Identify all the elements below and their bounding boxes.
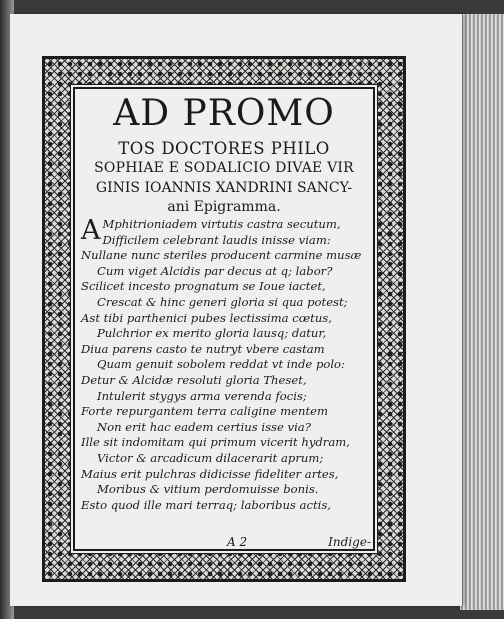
book-page xyxy=(10,14,462,606)
page-edges xyxy=(460,14,504,610)
text-block xyxy=(73,87,375,551)
title-line-3: SOPHIAE E SODALICIO DIVAE VIR xyxy=(94,160,354,176)
poem-line: Ille sit indomitam qui primum vicerit hydram, xyxy=(81,435,350,450)
poem-line: Victor & arcadicum dilacerarit aprum; xyxy=(97,450,324,465)
poem-line: Non erit hac eadem certius isse via? xyxy=(97,419,311,434)
poem-line: Ast tibi parthenici pubes lectissima cœtus, xyxy=(81,310,332,325)
poem-line: Scilicet incesto prognatum se Ioue iactet, xyxy=(81,279,326,294)
poem-line: Pulchrior ex merito gloria lausq; datur, xyxy=(97,326,327,341)
epigram-poem xyxy=(81,217,369,513)
poem-line: Maius erit pulchras didicisse fideliter artes, xyxy=(81,466,339,481)
poem-line: Crescat & hinc generi gloria si qua potest; xyxy=(97,294,348,309)
poem-line: Detur & Alcidæ resoluti gloria Theset, xyxy=(81,372,307,387)
poem-line: Forte repurgantem terra caligine mentem xyxy=(81,404,328,419)
poem-line: Cum viget Alcidis par decus at q; labor? xyxy=(97,263,333,278)
ornamental-border xyxy=(42,56,406,582)
title-line-1: AD PROMO xyxy=(113,93,335,134)
poem-line: Difficilem celebrant laudis inisse viam: xyxy=(102,232,331,247)
page-footer xyxy=(75,535,373,551)
drop-capital: A xyxy=(81,215,101,246)
poem-line: A Mphitrioniadem virtutis castra secutum, xyxy=(81,215,341,246)
title-line-2: TOS DOCTORES PHILO xyxy=(118,139,330,158)
poem-line: Esto quod ille mari terraq; laboribus actis, xyxy=(81,497,331,512)
title-line-5: ani Epigramma. xyxy=(167,199,281,215)
poem-line: Quam genuit sobolem reddat vt inde polo: xyxy=(97,357,345,372)
catchword: Indige- xyxy=(328,535,371,549)
title-line-4: GINIS IOANNIS XANDRINI SANCY- xyxy=(95,180,353,196)
poem-line: Intulerit stygys arma verenda focis; xyxy=(97,388,307,403)
poem-line: Nullane nunc steriles producent carmine musæ xyxy=(81,248,362,263)
signature-mark: A 2 xyxy=(227,535,248,549)
poem-line: Diua parens casto te nutryt vbere castam xyxy=(81,341,325,356)
poem-line: Moribus & vitium perdomuisse bonis. xyxy=(97,482,319,497)
